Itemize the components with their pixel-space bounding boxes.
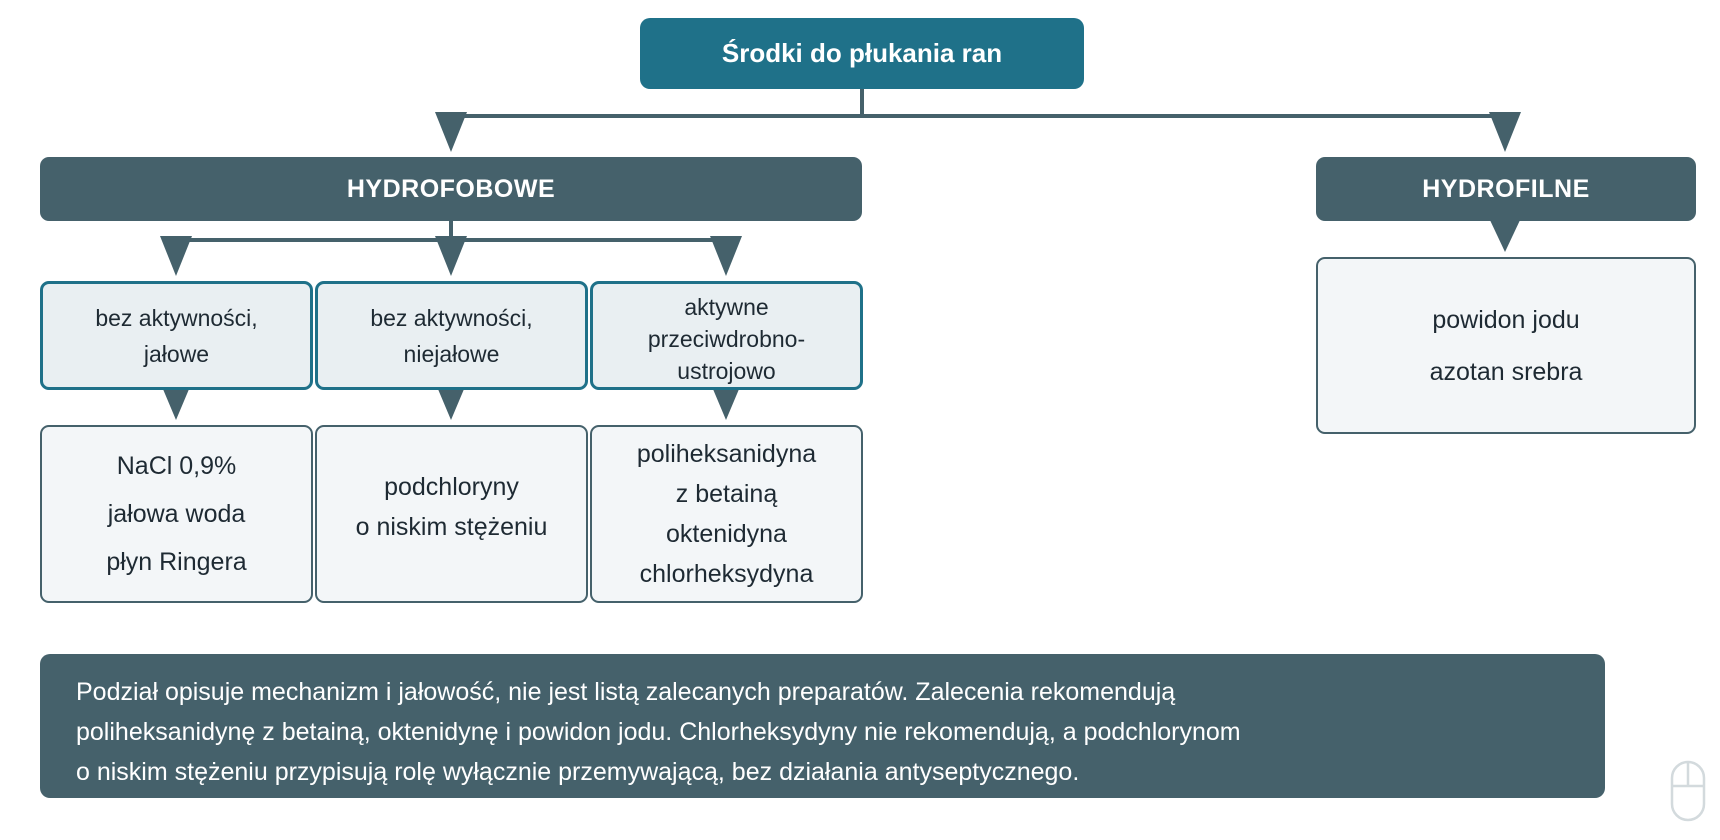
mouse-icon — [1670, 760, 1706, 822]
group-sterile-inactive — [40, 281, 313, 390]
group-label-line: bez aktywności, — [370, 304, 533, 331]
group-label-line: niejałowe — [403, 340, 500, 367]
note-line: poliheksanidynę z betainą, oktenidynę i powidon jodu. Chlorheksydyny nie rekomendują, a podchlorynom — [76, 718, 1241, 746]
group-nonsterile-inactive — [315, 281, 588, 390]
arrow-to-hydrophobic — [435, 112, 467, 152]
root-node — [640, 18, 1084, 89]
arrow-to-hydrophilic-items — [1489, 218, 1521, 252]
item-text: podchloryny — [384, 473, 519, 501]
group-label-line: ustrojowo — [677, 357, 776, 384]
item-text: poliheksanidyna — [636, 440, 817, 468]
category-hydrophilic — [1316, 157, 1696, 221]
arrow-to-group-2 — [435, 236, 467, 276]
item-text: o niskim stężeniu — [355, 513, 548, 541]
category-hydrophilic-label: HYDROFILNE — [1422, 174, 1590, 203]
note-line: Podział opisuje mechanizm i jałowość, nie jest listą zalecanych preparatów. Zalecenia rekomendują — [76, 678, 1176, 706]
root-label: Środki do płukania ran — [721, 38, 1003, 68]
group-label-line: przeciwdrobno- — [647, 325, 806, 352]
group-label-line: jałowe — [143, 340, 210, 367]
group-label-line: bez aktywności, — [95, 304, 258, 331]
items-hydrophilic — [1316, 257, 1696, 434]
item-text: azotan srebra — [1429, 357, 1583, 386]
arrow-to-group-1 — [160, 236, 192, 276]
category-hydrophobic-label: HYDROFOBOWE — [346, 174, 556, 203]
item-text: płyn Ringera — [106, 548, 247, 576]
group-antimicrobial-active — [590, 281, 863, 390]
group-label-line: aktywne — [684, 293, 769, 320]
note-line: o niskim stężeniu przypisują rolę wyłącznie przemywającą, bez działania antyseptycznego. — [76, 758, 1080, 786]
arrow-to-hydrophilic — [1489, 112, 1521, 152]
category-hydrophobic — [40, 157, 862, 221]
item-text: powidon jodu — [1432, 305, 1580, 334]
item-text: NaCl 0,9% — [116, 452, 237, 480]
note-panel — [40, 654, 1605, 798]
item-text: z betainą — [675, 480, 778, 508]
items-sterile-inactive — [40, 425, 313, 603]
arrow-to-group-3 — [710, 236, 742, 276]
item-text: jałowa woda — [107, 500, 246, 528]
item-text: oktenidyna — [666, 520, 787, 548]
item-text: chlorheksydyna — [639, 560, 814, 588]
items-nonsterile-inactive — [315, 425, 588, 603]
items-antimicrobial-active — [590, 425, 863, 603]
